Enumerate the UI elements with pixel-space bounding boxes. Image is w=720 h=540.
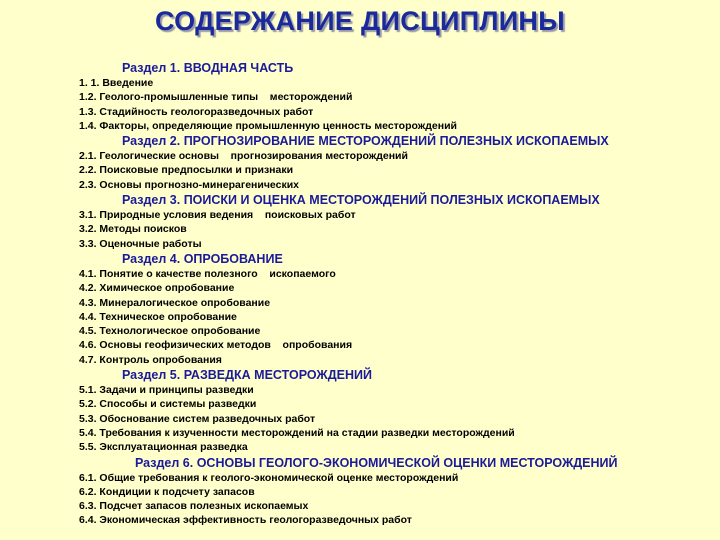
list-item: 4.4. Техническое опробование xyxy=(79,310,237,323)
section-6 xyxy=(0,455,720,528)
section-heading: Раздел 2. ПРОГНОЗИРОВАНИЕ МЕСТОРОЖДЕНИЙ ПОЛЕЗНЫХ ИСКОПАЕМЫХ xyxy=(122,134,609,149)
list-item: 2.1. Геологические основы прогнозирования месторождений xyxy=(79,150,408,163)
list-item: 2.2. Поисковые предпосылки и признаки xyxy=(79,164,294,177)
list-item: 5.2. Способы и системы разведки xyxy=(79,398,257,411)
list-item: 4.2. Химическое опробование xyxy=(79,282,235,295)
list-item: 2.3. Основы прогнозно-минерагенических xyxy=(79,178,300,191)
list-item: 1. 1. Введение xyxy=(79,77,154,89)
list-item: 1.2. Геолого-промышленные типы месторождений xyxy=(79,91,353,104)
list-item: 3.2. Методы поисков xyxy=(79,223,187,236)
list-item: 4.5. Технологическое опробование xyxy=(79,325,261,338)
page-title: СОДЕРЖАНИЕ ДИСЦИПЛИНЫ xyxy=(155,6,565,36)
syllabus-content xyxy=(0,60,720,528)
list-item: 6.3. Подсчет запасов полезных ископаемых xyxy=(79,500,309,513)
section-3 xyxy=(0,192,720,251)
list-item: 1.3. Стадийность геологоразведочных работ xyxy=(79,105,314,118)
section-heading: Раздел 1. ВВОДНАЯ ЧАСТЬ xyxy=(122,61,294,75)
section-items xyxy=(0,208,720,251)
list-item: 5.1. Задачи и принципы разведки xyxy=(79,384,254,397)
section-items xyxy=(0,471,720,528)
section-items xyxy=(0,383,720,454)
list-item: 6.1. Общие требования к геолого-экономической оценке месторождений xyxy=(79,471,459,484)
section-heading: Раздел 6. ОСНОВЫ ГЕОЛОГО-ЭКОНОМИЧЕСКОЙ ОЦЕНКИ МЕСТОРОЖДЕНИЙ xyxy=(135,455,618,470)
list-item: 1.4. Факторы, определяющие промышленную ценность месторождений xyxy=(79,119,457,132)
section-items xyxy=(0,149,720,192)
section-items xyxy=(0,267,720,367)
section-items xyxy=(0,76,720,133)
list-item: 4.1. Понятие о качестве полезного ископаемого xyxy=(79,267,336,280)
list-item: 3.3. Оценочные работы xyxy=(79,237,202,250)
section-2 xyxy=(0,133,720,192)
list-item: 4.3. Минералогическое опробование xyxy=(79,296,271,309)
list-item: 5.4. Требования к изученности месторождений на стадии разведки месторождений xyxy=(79,426,515,439)
list-item: 3.1. Природные условия ведения поисковых работ xyxy=(79,209,356,222)
section-5 xyxy=(0,367,720,454)
list-item: 4.6. Основы геофизических методов опробования xyxy=(79,339,353,352)
list-item: 6.4. Экономическая эффективность геологоразведочных работ xyxy=(79,514,412,527)
list-item: 6.2. Кондиции к подсчету запасов xyxy=(79,485,255,498)
section-1 xyxy=(0,60,720,133)
section-heading: Раздел 5. РАЗВЕДКА МЕСТОРОЖДЕНИЙ xyxy=(122,368,372,383)
list-item: 5.5. Эксплуатационная разведка xyxy=(79,441,248,454)
section-4 xyxy=(0,251,720,367)
list-item: 5.3. Обоснование систем разведочных работ xyxy=(79,412,316,425)
section-heading: Раздел 4. ОПРОБОВАНИЕ xyxy=(122,251,283,266)
section-heading: Раздел 3. ПОИСКИ И ОЦЕНКА МЕСТОРОЖДЕНИЙ ПОЛЕЗНЫХ ИСКОПАЕМЫХ xyxy=(122,193,600,208)
list-item: 4.7. Контроль опробования xyxy=(79,353,222,366)
